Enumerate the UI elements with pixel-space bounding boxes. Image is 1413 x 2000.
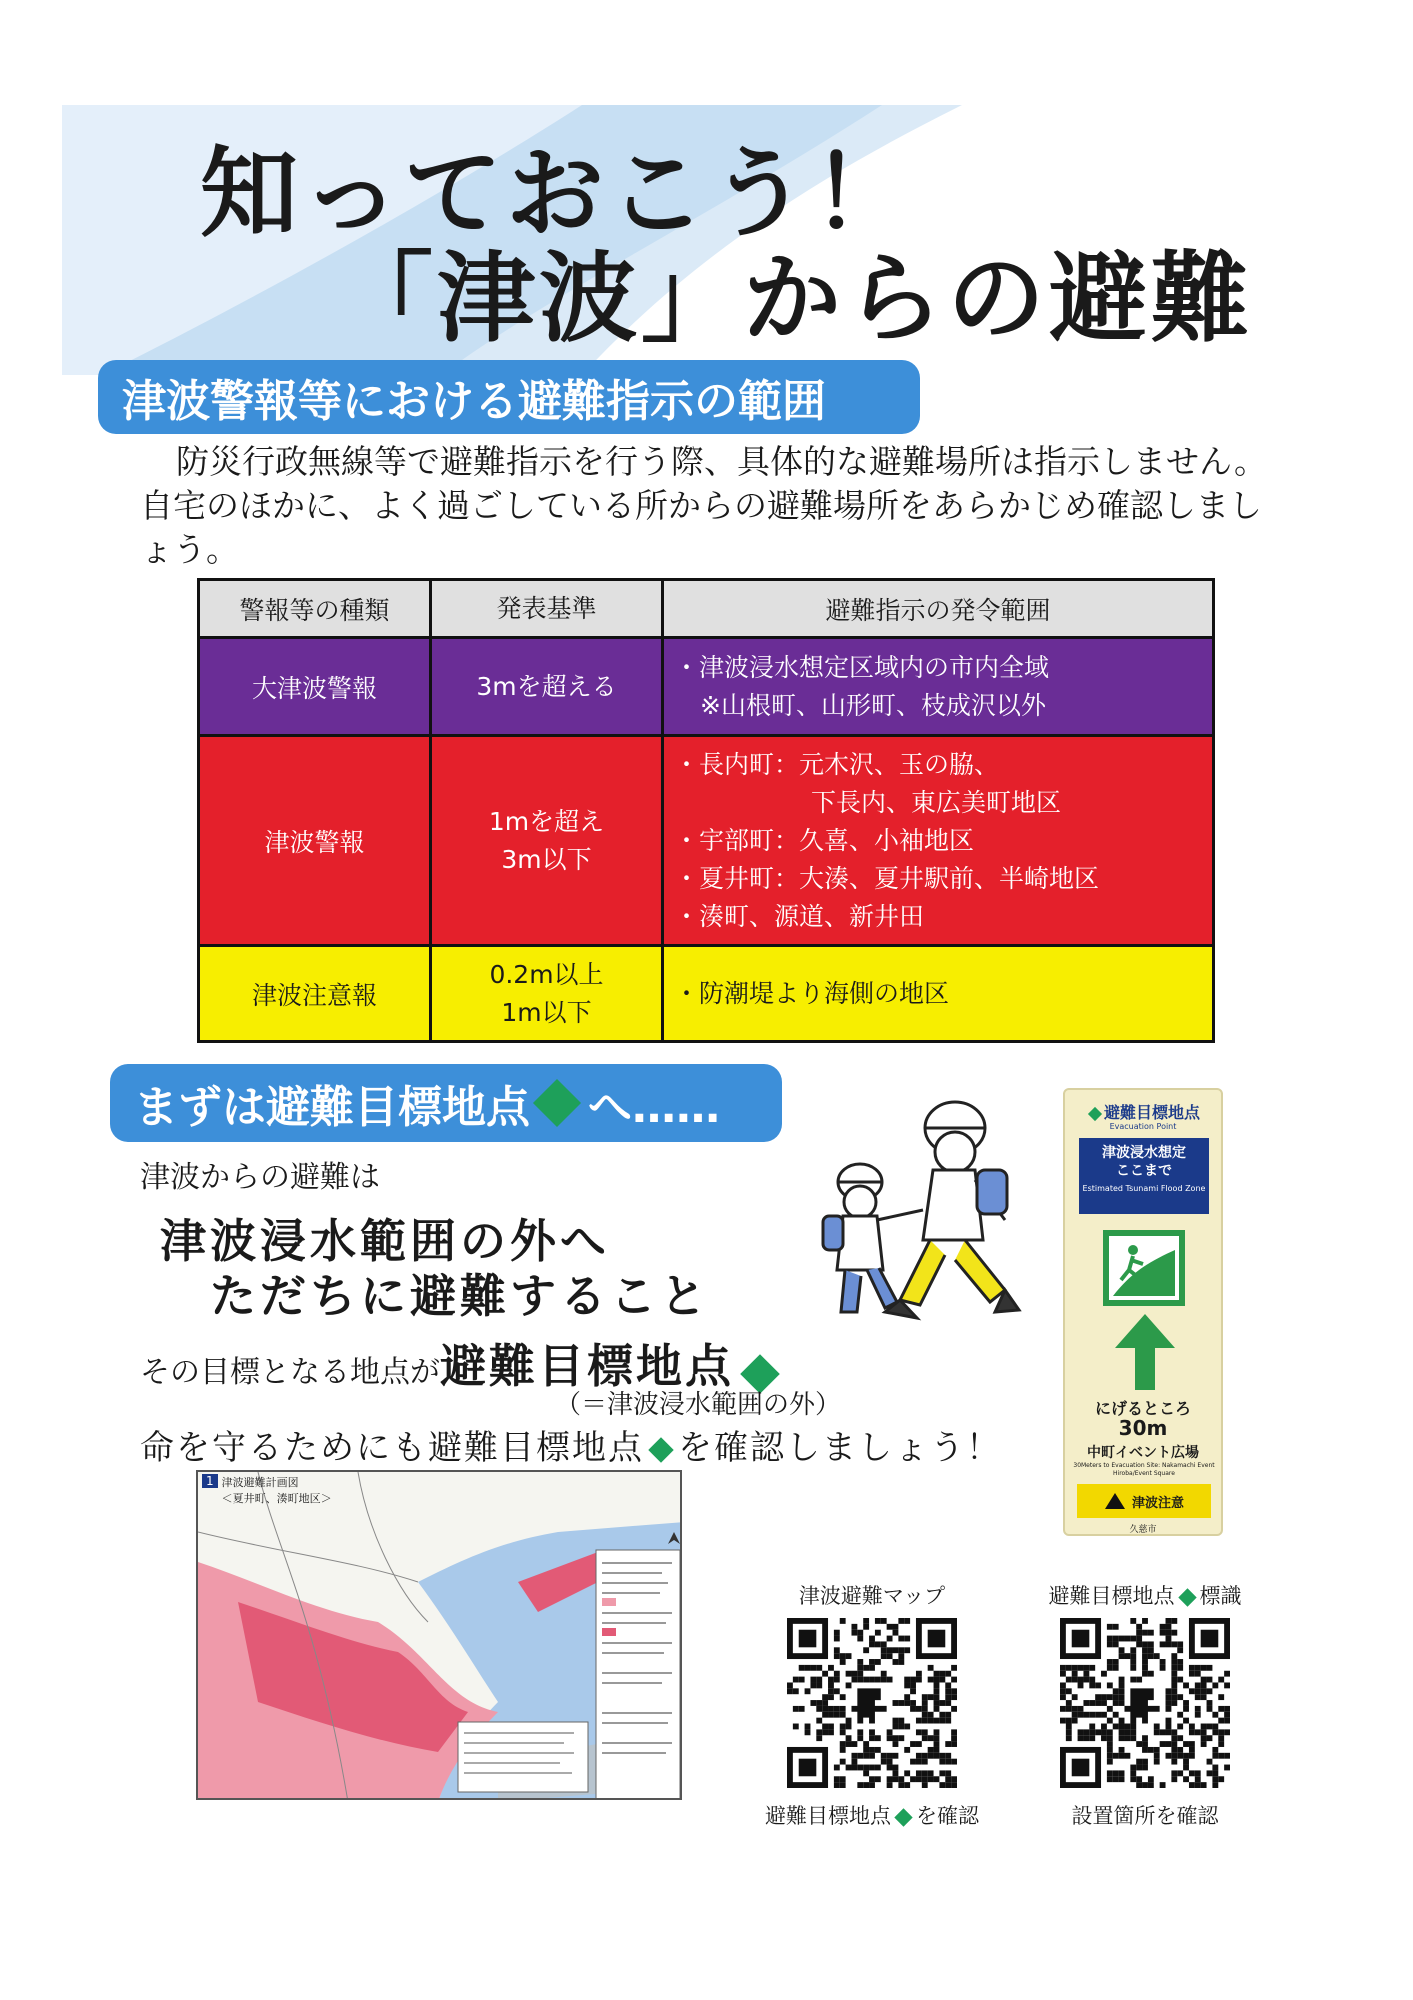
warning-range bbox=[663, 638, 1214, 736]
column-header: 警報等の種類 bbox=[199, 580, 431, 638]
qr-caption-prefix: 避難目標地点 bbox=[765, 1804, 891, 1828]
sign-distance: 30m bbox=[1118, 1416, 1168, 1440]
green-diamond-icon bbox=[894, 1808, 912, 1826]
section-heading-text-suffix: へ…… bbox=[588, 1082, 720, 1133]
section-heading-text: まずは避難目標地点 bbox=[134, 1082, 530, 1133]
warning-type: 大津波警報 bbox=[199, 638, 431, 736]
evacuation-target-note: （＝津波浸水範囲の外） bbox=[555, 1390, 842, 1420]
warning-type: 津波注意報 bbox=[199, 946, 431, 1042]
qr-caption-suffix: を確認 bbox=[916, 1804, 979, 1828]
tsunami-evacuation-icon bbox=[1103, 1230, 1185, 1306]
green-diamond-icon bbox=[648, 1437, 673, 1462]
green-diamond-icon bbox=[533, 1079, 581, 1127]
map-title-text bbox=[222, 1474, 332, 1506]
range-item: ・夏井町：大湊、夏井駅前、半崎地区 bbox=[674, 863, 1100, 893]
sign-heading-text: 避難目標地点 bbox=[1103, 1103, 1200, 1122]
warning-type: 津波警報 bbox=[199, 736, 431, 946]
warning-table bbox=[197, 578, 1215, 1043]
qr-code-icon[interactable] bbox=[1060, 1618, 1230, 1788]
cta-suffix: を確認しましょう！ bbox=[678, 1428, 1002, 1468]
qr-caption bbox=[752, 1800, 992, 1830]
sign-flood-zone-english: Estimated Tsunami Flood Zone bbox=[1082, 1184, 1206, 1193]
qr-caption: 設置箇所を確認 bbox=[1071, 1804, 1219, 1828]
range-item: ・長内町：元木沢、玉の脇、 bbox=[674, 749, 1000, 779]
sign-flood-zone-panel bbox=[1079, 1138, 1209, 1214]
evacuation-point-sign bbox=[1063, 1088, 1223, 1536]
map-subtitle: ＜夏井町、湊町地区＞ bbox=[221, 1492, 332, 1505]
cta-prefix: 命を守るためにも避難目標地点 bbox=[140, 1428, 644, 1468]
section-heading-evacuation-range bbox=[98, 360, 920, 434]
column-header: 発表基準 bbox=[431, 580, 663, 638]
sign-city-name: 久慈市 bbox=[1129, 1525, 1157, 1535]
table-header-row bbox=[199, 580, 1214, 638]
warning-range bbox=[663, 946, 1214, 1042]
section-heading-text: 津波警報等における避難指示の範囲 bbox=[122, 376, 826, 427]
qr-tsunami-map[interactable] bbox=[752, 1580, 992, 1830]
qr-title-prefix: 避難目標地点 bbox=[1048, 1584, 1175, 1608]
section-heading-evacuation-point bbox=[110, 1064, 782, 1142]
map-title-label bbox=[202, 1474, 332, 1506]
arrow-up-icon bbox=[1113, 1312, 1177, 1392]
evacuation-call-to-action bbox=[140, 1420, 1002, 1469]
sign-tsunami-warning-panel bbox=[1077, 1484, 1211, 1518]
sign-heading bbox=[1065, 1100, 1221, 1123]
qr-title: 津波避難マップ bbox=[798, 1584, 946, 1608]
range-item: ・宇部町：久喜、小袖地区 bbox=[674, 825, 975, 855]
warning-criteria bbox=[431, 736, 663, 946]
range-item: ※山根町、山形町、枝成沢以外 bbox=[700, 690, 1046, 720]
tsunami-evacuation-map bbox=[196, 1470, 682, 1800]
warning-criteria: 3mを超える bbox=[431, 638, 663, 736]
range-item: 下長内、東広美町地区 bbox=[811, 787, 1062, 817]
evacuation-target-strong: 避難目標地点 bbox=[440, 1339, 734, 1393]
table-row-major-tsunami-warning bbox=[199, 638, 1214, 736]
sign-destination: 中町イベント広場 bbox=[1087, 1445, 1199, 1461]
range-item: ・湊町、源道、新井田 bbox=[674, 901, 925, 931]
criteria-line: 1m以下 bbox=[501, 997, 592, 1027]
qr-title-suffix: 標識 bbox=[1199, 1584, 1242, 1608]
qr-evacuation-sign[interactable] bbox=[1020, 1580, 1270, 1830]
map-title: 津波避難計画図 bbox=[221, 1476, 299, 1489]
intro-paragraph: 防災行政無線等で避難指示を行う際、具体的な避難場所は指示しません。自宅のほかに、よく過ごしている所からの避難場所をあらかじめ確認しましょう。 bbox=[140, 442, 1267, 569]
table-row-tsunami-warning bbox=[199, 736, 1214, 946]
criteria-line: 1mを超え bbox=[488, 806, 605, 836]
evacuation-lead-text: 津波からの避難は bbox=[140, 1160, 380, 1195]
sign-escape-label: にげるところ bbox=[1094, 1399, 1191, 1418]
green-diamond-icon bbox=[1178, 1588, 1196, 1606]
qr-code-icon[interactable] bbox=[787, 1618, 957, 1788]
table-row-tsunami-advisory bbox=[199, 946, 1214, 1042]
warning-range bbox=[663, 736, 1214, 946]
green-diamond-icon bbox=[1088, 1106, 1102, 1120]
criteria-line: 0.2m以上 bbox=[489, 959, 604, 989]
evacuation-key-message-2: ただちに避難すること bbox=[210, 1269, 710, 1323]
column-header: 避難指示の発令範囲 bbox=[663, 580, 1214, 638]
evacuating-children-illustration bbox=[805, 1090, 1030, 1330]
evacuation-key-message-1: 津波浸水範囲の外へ bbox=[160, 1214, 610, 1268]
sign-heading-english: Evacuation Point bbox=[1109, 1122, 1177, 1131]
map-number: 1 bbox=[202, 1474, 218, 1488]
page-title-line-2: 「津波」からの避難 bbox=[335, 242, 1254, 356]
map-graphic bbox=[198, 1472, 682, 1800]
sign-tsunami-warning-text: 津波注意 bbox=[1131, 1495, 1184, 1511]
warning-criteria bbox=[431, 946, 663, 1042]
criteria-line: 3m以下 bbox=[501, 844, 592, 874]
range-item: ・津波浸水想定区域内の市内全域 bbox=[674, 652, 1050, 682]
range-item: ・防潮堤より海側の地区 bbox=[674, 978, 950, 1008]
evacuation-target-prefix: その目標となる地点が bbox=[140, 1355, 440, 1390]
sign-flood-zone-text-2: ここまで bbox=[1116, 1163, 1172, 1179]
qr-title bbox=[1020, 1580, 1270, 1610]
sign-destination-english: 30Meters to Evacuation Site: Nakamachi Event Hiroba/Event Square bbox=[1073, 1462, 1215, 1477]
warning-triangle-icon bbox=[1104, 1492, 1126, 1510]
sign-flood-zone-text-1: 津波浸水想定 bbox=[1102, 1145, 1186, 1161]
page-title-line-1: 知っておこう！ bbox=[200, 137, 915, 251]
